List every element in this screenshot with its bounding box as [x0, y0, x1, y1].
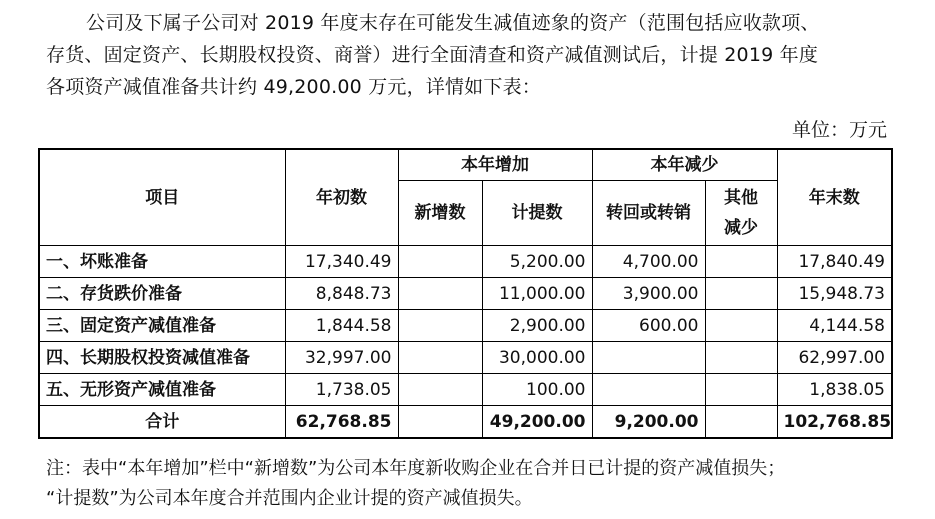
header-decrease-group: 本年减少	[592, 149, 777, 181]
row-closing: 1,838.05	[777, 374, 892, 406]
table-row	[39, 278, 892, 310]
header-closing: 年末数	[777, 149, 892, 246]
row-closing: 15,948.73	[777, 278, 892, 310]
row-item: 三、固定资产减值准备	[39, 310, 285, 342]
row-new-added	[398, 342, 482, 374]
row-opening: 17,340.49	[285, 246, 398, 278]
header-provision: 计提数	[482, 181, 592, 246]
row-other-decrease	[705, 374, 777, 406]
row-provision: 2,900.00	[482, 310, 592, 342]
total-opening: 62,768.85	[285, 406, 398, 439]
row-new-added	[398, 278, 482, 310]
header-opening: 年初数	[285, 149, 398, 246]
total-provision: 49,200.00	[482, 406, 592, 439]
footnote-line-1: 注：表中“本年增加”栏中“新增数”为公司本年度新收购企业在合并日已计提的资产减值损失；	[46, 458, 786, 479]
row-provision: 11,000.00	[482, 278, 592, 310]
row-other-decrease	[705, 342, 777, 374]
header-increase-group: 本年增加	[398, 149, 592, 181]
row-closing: 4,144.58	[777, 310, 892, 342]
row-reversal: 4,700.00	[592, 246, 705, 278]
intro-line-2: 存货、固定资产、长期股权投资、商誉）进行全面清查和资产减值测试后，计提 2019 年度	[46, 44, 819, 66]
table-row	[39, 310, 892, 342]
header-row-1	[39, 149, 892, 181]
row-other-decrease	[705, 246, 777, 278]
row-reversal: 3,900.00	[592, 278, 705, 310]
intro-line-3: 各项资产减值准备共计约 49,200.00 万元，详情如下表：	[46, 76, 541, 98]
row-closing: 62,997.00	[777, 342, 892, 374]
total-other-decrease	[705, 406, 777, 439]
row-item: 二、存货跌价准备	[39, 278, 285, 310]
row-provision: 100.00	[482, 374, 592, 406]
header-item: 项目	[39, 149, 285, 246]
row-item: 五、无形资产减值准备	[39, 374, 285, 406]
row-item: 四、长期股权投资减值准备	[39, 342, 285, 374]
total-new-added	[398, 406, 482, 439]
row-reversal: 600.00	[592, 310, 705, 342]
row-new-added	[398, 310, 482, 342]
table-row	[39, 246, 892, 278]
row-opening: 8,848.73	[285, 278, 398, 310]
row-item: 一、坏账准备	[39, 246, 285, 278]
table-row	[39, 374, 892, 406]
row-opening: 1,844.58	[285, 310, 398, 342]
table-row	[39, 342, 892, 374]
header-other-decrease: 其他减少	[705, 181, 777, 246]
row-provision: 5,200.00	[482, 246, 592, 278]
header-new-added: 新增数	[398, 181, 482, 246]
total-closing: 102,768.85	[777, 406, 892, 439]
row-new-added	[398, 374, 482, 406]
row-other-decrease	[705, 310, 777, 342]
total-item: 合计	[39, 406, 285, 439]
row-provision: 30,000.00	[482, 342, 592, 374]
intro-paragraph	[46, 7, 906, 103]
total-row	[39, 406, 892, 439]
row-new-added	[398, 246, 482, 278]
row-opening: 1,738.05	[285, 374, 398, 406]
row-opening: 32,997.00	[285, 342, 398, 374]
row-other-decrease	[705, 278, 777, 310]
impairment-table	[38, 148, 893, 439]
row-closing: 17,840.49	[777, 246, 892, 278]
footnote	[46, 454, 926, 514]
total-reversal: 9,200.00	[592, 406, 705, 439]
unit-label: 单位：万元	[791, 119, 887, 141]
row-reversal	[592, 374, 705, 406]
row-reversal	[592, 342, 705, 374]
header-reversal: 转回或转销	[592, 181, 705, 246]
footnote-line-2: “计提数”为公司本年度合并范围内企业计提的资产减值损失。	[46, 488, 533, 509]
intro-line-1: 公司及下属子公司对 2019 年度末存在可能发生减值迹象的资产（范围包括应收款项、	[86, 12, 820, 34]
